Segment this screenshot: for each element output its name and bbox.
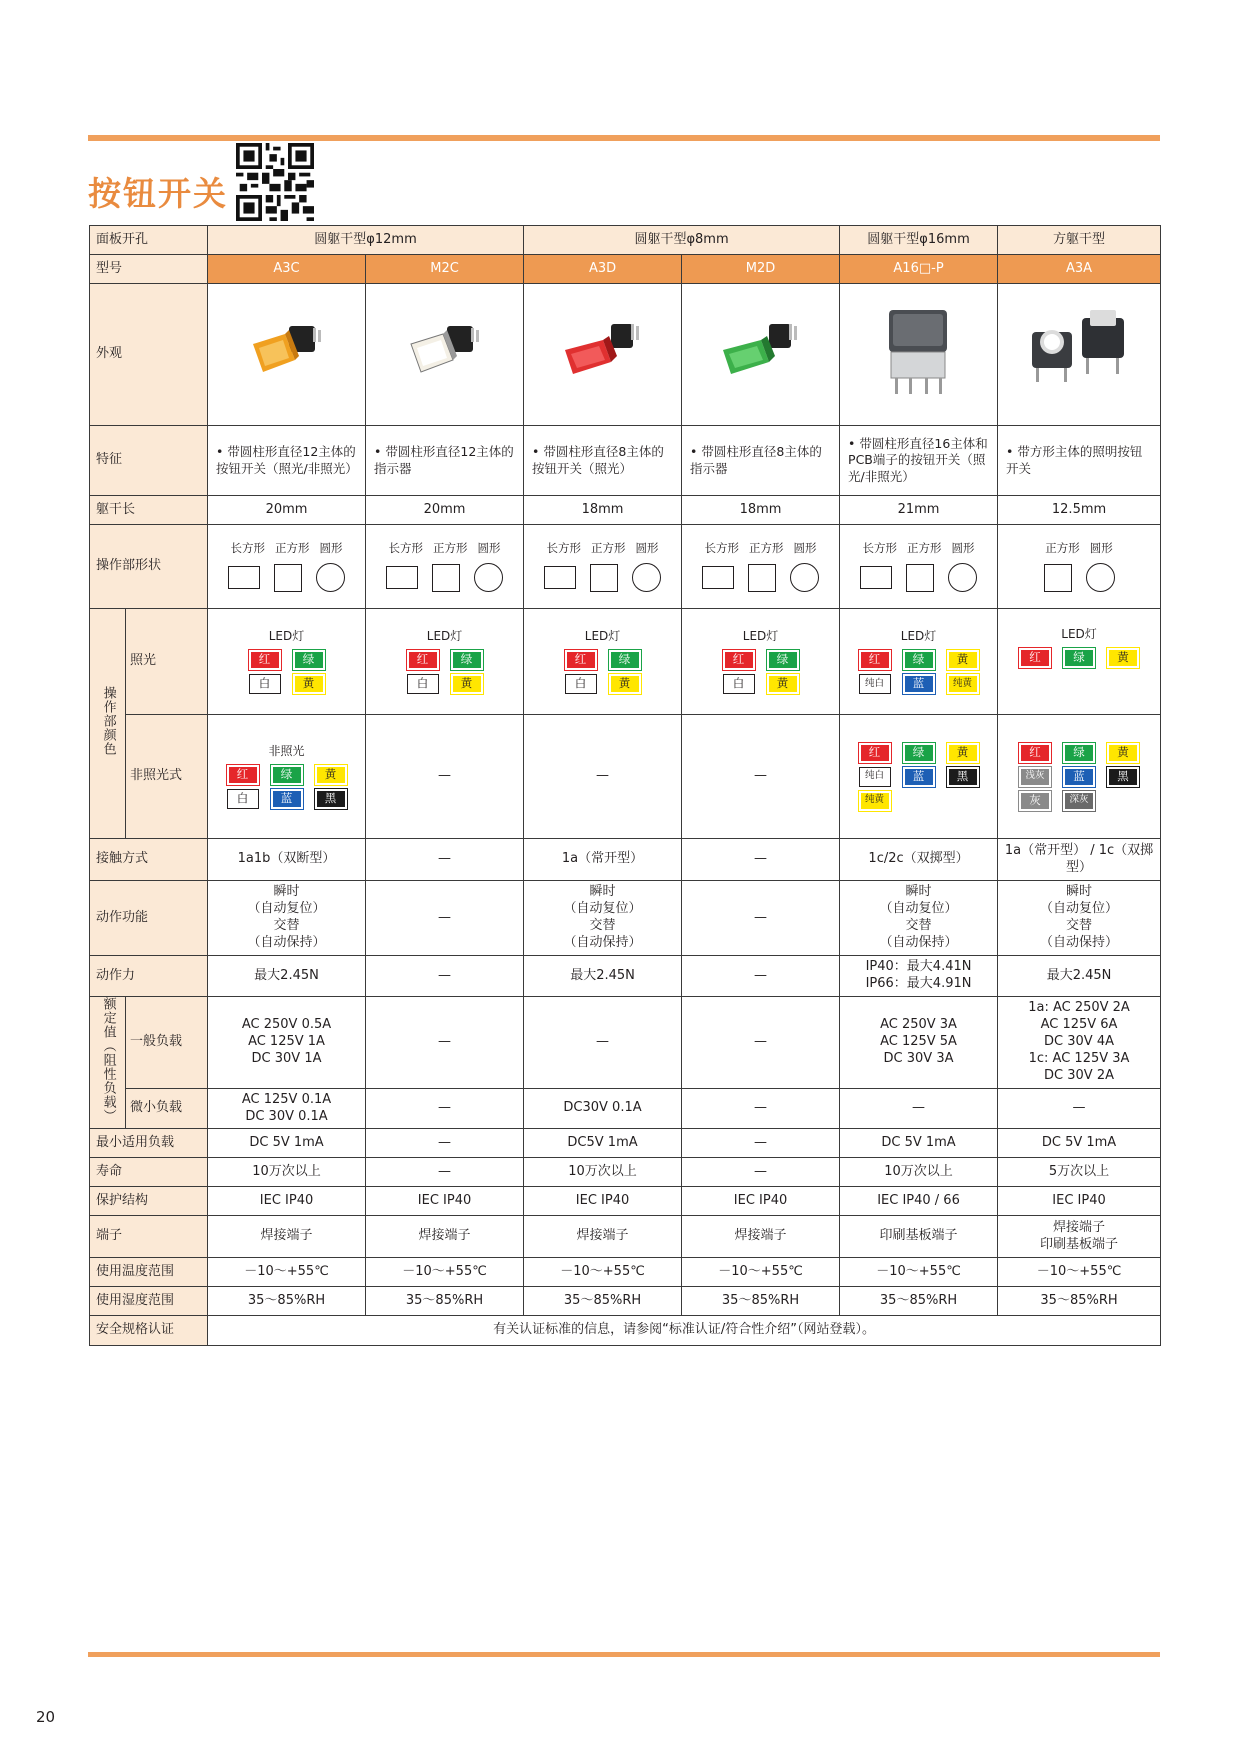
- led-caption: LED灯: [742, 629, 779, 644]
- shape-label-circle: 圆形: [319, 540, 343, 555]
- row-life: [90, 1158, 1161, 1187]
- micro-load-m2d: —: [682, 1089, 840, 1129]
- terminal-m2d: 焊接端子: [682, 1216, 840, 1258]
- min-load-a3a: DC 5V 1mA: [998, 1129, 1161, 1158]
- label-min-load: 最小适用负载: [90, 1129, 208, 1158]
- life-a3c: 10万次以上: [208, 1158, 366, 1187]
- shape-label-rect: 长方形: [862, 540, 898, 555]
- circle-shape-icon: [316, 563, 345, 592]
- nonillum-m2c: —: [366, 715, 524, 839]
- row-general-load: [90, 997, 1161, 1089]
- general-load-a16p: AC 250V 3A AC 125V 5A DC 30V 3A: [840, 997, 998, 1089]
- row-model: [90, 255, 1161, 284]
- group-12mm: 圆躯干型φ12mm: [208, 226, 524, 255]
- shape-label-rect: 长方形: [704, 540, 740, 555]
- label-bezel: 躯干长: [90, 496, 208, 525]
- image-m2d: [682, 284, 840, 426]
- force-m2d: —: [682, 956, 840, 997]
- shape-label-square: 正方形: [749, 540, 784, 555]
- label-action: 动作功能: [90, 881, 208, 956]
- color-chip-white: 白: [723, 674, 755, 694]
- model-m2d[interactable]: M2D: [682, 255, 840, 284]
- label-model: 型号: [90, 255, 208, 284]
- temp-m2c: －10～+55℃: [366, 1258, 524, 1287]
- protection-a16p: IEC IP40 / 66: [840, 1187, 998, 1216]
- terminal-a3d: 焊接端子: [524, 1216, 682, 1258]
- color-chip-white: 白: [407, 674, 439, 694]
- shape-label-rect: 长方形: [546, 540, 582, 555]
- illum-a3d: [524, 609, 682, 715]
- label-temp: 使用温度范围: [90, 1258, 208, 1287]
- humidity-a16p: 35～85%RH: [840, 1287, 998, 1316]
- temp-a16p: －10～+55℃: [840, 1258, 998, 1287]
- micro-load-a3c: AC 125V 0.1A DC 30V 0.1A: [208, 1089, 366, 1129]
- rect-shape-icon: [544, 566, 576, 589]
- led-caption: LED灯: [426, 629, 463, 644]
- protection-a3d: IEC IP40: [524, 1187, 682, 1216]
- image-a16p: [840, 284, 998, 426]
- label-protection: 保护结构: [90, 1187, 208, 1216]
- illum-a3a: [998, 609, 1161, 715]
- rect-shape-icon: [860, 566, 892, 589]
- force-a3c: 最大2.45N: [208, 956, 366, 997]
- label-safety: 安全规格认证: [90, 1316, 208, 1346]
- min-load-a16p: DC 5V 1mA: [840, 1129, 998, 1158]
- color-chip-green: 绿: [271, 765, 303, 785]
- bottom-rule: [88, 1652, 1160, 1657]
- color-chip-green: 绿: [1063, 648, 1095, 668]
- protection-a3c: IEC IP40: [208, 1187, 366, 1216]
- nonillum-a3c: [208, 715, 366, 839]
- square-shape-icon: [274, 564, 302, 592]
- color-chip-blue: 蓝: [903, 674, 935, 694]
- color-chip-blue: 蓝: [903, 767, 935, 787]
- humidity-m2d: 35～85%RH: [682, 1287, 840, 1316]
- color-chip-gray: 灰: [1019, 791, 1051, 811]
- force-m2c: —: [366, 956, 524, 997]
- min-load-m2c: —: [366, 1129, 524, 1158]
- illum-a3c: [208, 609, 366, 715]
- color-chip-pure-white: 纯白: [859, 674, 891, 694]
- bezel-a3a: 12.5mm: [998, 496, 1161, 525]
- contact-a3c: 1a1b（双断型）: [208, 839, 366, 881]
- label-appearance: 外观: [90, 284, 208, 426]
- page-number: 20: [36, 1708, 56, 1726]
- image-a3a: [998, 284, 1161, 426]
- row-panel-hole: [90, 226, 1161, 255]
- square-shape-icon: [906, 564, 934, 592]
- color-chip-yellow: 黄: [293, 674, 325, 694]
- terminal-a3c: 焊接端子: [208, 1216, 366, 1258]
- model-m2c[interactable]: M2C: [366, 255, 524, 284]
- color-chip-red: 红: [723, 650, 755, 670]
- nonillum-a16p: [840, 715, 998, 839]
- general-load-m2d: —: [682, 997, 840, 1089]
- micro-load-a3a: —: [998, 1089, 1161, 1129]
- color-chip-red: 红: [859, 650, 891, 670]
- shapes-a3a: [998, 525, 1161, 609]
- shape-label-square: 正方形: [275, 540, 310, 555]
- row-bezel: [90, 496, 1161, 525]
- feature-a3a: • 带方形主体的照明按钮开关: [998, 426, 1161, 496]
- color-chip-black: 黑: [1107, 767, 1139, 787]
- color-chip-white: 白: [249, 674, 281, 694]
- feature-a3d: • 带圆柱形直径8主体的按钮开关（照光）: [524, 426, 682, 496]
- color-chip-green: 绿: [609, 650, 641, 670]
- bezel-m2c: 20mm: [366, 496, 524, 525]
- switch-m2c-icon: [395, 312, 495, 392]
- shapes-a3d: [524, 525, 682, 609]
- model-a3c[interactable]: A3C: [208, 255, 366, 284]
- label-general-load: 一般负载: [126, 997, 208, 1089]
- action-a3c: 瞬时 （自动复位） 交替 （自动保持）: [208, 881, 366, 956]
- row-min-load: [90, 1129, 1161, 1158]
- feature-m2d: • 带圆柱形直径8主体的指示器: [682, 426, 840, 496]
- square-shape-icon: [1044, 564, 1072, 592]
- illum-a16p: [840, 609, 998, 715]
- row-safety: [90, 1316, 1161, 1346]
- color-chip-green: 绿: [903, 743, 935, 763]
- feature-m2c: • 带圆柱形直径12主体的指示器: [366, 426, 524, 496]
- label-features: 特征: [90, 426, 208, 496]
- row-protection: [90, 1187, 1161, 1216]
- humidity-m2c: 35～85%RH: [366, 1287, 524, 1316]
- label-humidity: 使用湿度范围: [90, 1287, 208, 1316]
- micro-load-a16p: —: [840, 1089, 998, 1129]
- shape-label-square: 正方形: [591, 540, 626, 555]
- color-chip-light-gray: 浅灰: [1019, 767, 1051, 787]
- model-a3d[interactable]: A3D: [524, 255, 682, 284]
- label-life: 寿命: [90, 1158, 208, 1187]
- color-chip-blue: 蓝: [271, 789, 303, 809]
- square-shape-icon: [432, 564, 460, 592]
- label-micro-load: 微小负载: [126, 1089, 208, 1129]
- color-chip-red: 红: [565, 650, 597, 670]
- row-force: [90, 956, 1161, 997]
- bezel-m2d: 18mm: [682, 496, 840, 525]
- square-shape-icon: [748, 564, 776, 592]
- terminal-a16p: 印刷基板端子: [840, 1216, 998, 1258]
- switch-a3d-icon: [553, 312, 653, 392]
- label-op-shape: 操作部形状: [90, 525, 208, 609]
- row-humidity: [90, 1287, 1161, 1316]
- shape-label-square: 正方形: [907, 540, 942, 555]
- color-chip-yellow: 黄: [1107, 743, 1139, 763]
- color-chip-red: 红: [227, 765, 259, 785]
- bezel-a3d: 18mm: [524, 496, 682, 525]
- rect-shape-icon: [228, 566, 260, 589]
- action-m2d: —: [682, 881, 840, 956]
- color-chip-red: 红: [407, 650, 439, 670]
- color-chip-black: 黑: [947, 767, 979, 787]
- group-square: 方躯干型: [998, 226, 1161, 255]
- row-illuminated: [90, 609, 1161, 715]
- color-chip-red: 红: [859, 743, 891, 763]
- color-chip-green: 绿: [767, 650, 799, 670]
- group-8mm: 圆躯干型φ8mm: [524, 226, 840, 255]
- shapes-a3c: [208, 525, 366, 609]
- feature-a3c: • 带圆柱形直径12主体的按钮开关（照光/非照光）: [208, 426, 366, 496]
- top-rule: [88, 135, 1160, 141]
- image-a3d: [524, 284, 682, 426]
- life-a3a: 5万次以上: [998, 1158, 1161, 1187]
- nonillum-caption: 非照光: [268, 744, 305, 759]
- row-terminal: [90, 1216, 1161, 1258]
- circle-shape-icon: [474, 563, 503, 592]
- shapes-m2d: [682, 525, 840, 609]
- force-a16p: IP40：最大4.41N IP66：最大4.91N: [840, 956, 998, 997]
- circle-shape-icon: [1086, 563, 1115, 592]
- shape-label-circle: 圆形: [477, 540, 501, 555]
- page-title: 按钮开关: [88, 174, 228, 213]
- life-m2c: —: [366, 1158, 524, 1187]
- row-appearance: [90, 284, 1161, 426]
- color-chip-green: 绿: [903, 650, 935, 670]
- shape-label-square: 正方形: [433, 540, 468, 555]
- feature-a16p: • 带圆柱形直径16主体和PCB端子的按钮开关（照光/非照光）: [840, 426, 998, 496]
- nonillum-a3a: [998, 715, 1161, 839]
- label-rating: 额定值（阻性负载）: [90, 997, 126, 1129]
- shape-label-circle: 圆形: [793, 540, 817, 555]
- micro-load-m2c: —: [366, 1089, 524, 1129]
- color-chip-pure-yellow: 纯黄: [859, 791, 891, 811]
- protection-m2c: IEC IP40: [366, 1187, 524, 1216]
- led-caption: LED灯: [268, 629, 305, 644]
- label-illuminated: 照光: [126, 609, 208, 715]
- shape-label-circle: 圆形: [635, 540, 659, 555]
- label-terminal: 端子: [90, 1216, 208, 1258]
- shape-label-rect: 长方形: [230, 540, 266, 555]
- shape-label-circle: 圆形: [951, 540, 975, 555]
- life-a3d: 10万次以上: [524, 1158, 682, 1187]
- contact-a3d: 1a（常开型）: [524, 839, 682, 881]
- shapes-m2c: [366, 525, 524, 609]
- force-a3a: 最大2.45N: [998, 956, 1161, 997]
- rect-shape-icon: [386, 566, 418, 589]
- label-panel-hole: 面板开孔: [90, 226, 208, 255]
- square-shape-icon: [590, 564, 618, 592]
- color-chip-white: 白: [227, 789, 259, 809]
- label-non-illuminated: 非照光式: [126, 715, 208, 839]
- row-op-shape: [90, 525, 1161, 609]
- led-caption: LED灯: [584, 629, 621, 644]
- bezel-a16p: 21mm: [840, 496, 998, 525]
- general-load-a3c: AC 250V 0.5A AC 125V 1A DC 30V 1A: [208, 997, 366, 1089]
- general-load-m2c: —: [366, 997, 524, 1089]
- general-load-a3d: —: [524, 997, 682, 1089]
- image-a3c: [208, 284, 366, 426]
- shapes-a16p: [840, 525, 998, 609]
- color-chip-yellow: 黄: [609, 674, 641, 694]
- action-a3d: 瞬时 （自动复位） 交替 （自动保持）: [524, 881, 682, 956]
- color-chip-yellow: 黄: [947, 650, 979, 670]
- row-features: [90, 426, 1161, 496]
- terminal-a3a: 焊接端子 印刷基板端子: [998, 1216, 1161, 1258]
- group-16mm: 圆躯干型φ16mm: [840, 226, 998, 255]
- force-a3d: 最大2.45N: [524, 956, 682, 997]
- illum-m2c: [366, 609, 524, 715]
- color-chip-green: 绿: [293, 650, 325, 670]
- min-load-a3d: DC5V 1mA: [524, 1129, 682, 1158]
- color-chip-red: 红: [1019, 648, 1051, 668]
- image-m2c: [366, 284, 524, 426]
- led-caption: LED灯: [1061, 627, 1097, 641]
- color-chip-yellow: 黄: [947, 743, 979, 763]
- protection-m2d: IEC IP40: [682, 1187, 840, 1216]
- color-chip-white: 白: [565, 674, 597, 694]
- action-a16p: 瞬时 （自动复位） 交替 （自动保持）: [840, 881, 998, 956]
- row-non-illuminated: [90, 715, 1161, 839]
- micro-load-a3d: DC30V 0.1A: [524, 1089, 682, 1129]
- protection-a3a: IEC IP40: [998, 1187, 1161, 1216]
- terminal-m2c: 焊接端子: [366, 1216, 524, 1258]
- contact-a16p: 1c/2c（双掷型）: [840, 839, 998, 881]
- humidity-a3c: 35～85%RH: [208, 1287, 366, 1316]
- contact-m2c: —: [366, 839, 524, 881]
- temp-a3c: －10～+55℃: [208, 1258, 366, 1287]
- model-a3a[interactable]: A3A: [998, 255, 1161, 284]
- min-load-m2d: —: [682, 1129, 840, 1158]
- color-chip-green: 绿: [1063, 743, 1095, 763]
- rect-shape-icon: [702, 566, 734, 589]
- row-contact: [90, 839, 1161, 881]
- color-chip-yellow: 黄: [1107, 648, 1139, 668]
- temp-a3a: －10～+55℃: [998, 1258, 1161, 1287]
- label-force: 动作力: [90, 956, 208, 997]
- life-m2d: —: [682, 1158, 840, 1187]
- action-m2c: —: [366, 881, 524, 956]
- color-chip-dark-gray: 深灰: [1063, 791, 1095, 811]
- min-load-a3c: DC 5V 1mA: [208, 1129, 366, 1158]
- color-chip-yellow: 黄: [451, 674, 483, 694]
- color-chip-red: 红: [249, 650, 281, 670]
- shape-label-rect: 长方形: [388, 540, 424, 555]
- color-chip-pure-white: 纯白: [859, 767, 891, 787]
- humidity-a3d: 35～85%RH: [524, 1287, 682, 1316]
- spec-table: [89, 225, 1161, 1346]
- color-chip-pure-yellow: 纯黄: [947, 674, 979, 694]
- color-chip-red: 红: [1019, 743, 1051, 763]
- temp-m2d: －10～+55℃: [682, 1258, 840, 1287]
- switch-a3a-icon: [1024, 302, 1134, 402]
- action-a3a: 瞬时 （自动复位） 交替 （自动保持）: [998, 881, 1161, 956]
- color-chip-yellow: 黄: [315, 765, 347, 785]
- humidity-a3a: 35～85%RH: [998, 1287, 1161, 1316]
- color-chip-blue: 蓝: [1063, 767, 1095, 787]
- circle-shape-icon: [632, 563, 661, 592]
- nonillum-m2d: —: [682, 715, 840, 839]
- switch-a3c-icon: [237, 312, 337, 392]
- shape-label-circle: 圆形: [1089, 540, 1113, 555]
- contact-m2d: —: [682, 839, 840, 881]
- row-micro-load: [90, 1089, 1161, 1129]
- row-temp: [90, 1258, 1161, 1287]
- color-chip-green: 绿: [451, 650, 483, 670]
- led-caption: LED灯: [900, 629, 937, 644]
- switch-m2d-icon: [711, 312, 811, 392]
- safety-note: 有关认证标准的信息，请参阅“标准认证/符合性介绍”（网站登载）。: [208, 1316, 1161, 1346]
- model-a16p[interactable]: A16□-P: [840, 255, 998, 284]
- switch-a16p-icon: [869, 302, 969, 402]
- label-contact: 接触方式: [90, 839, 208, 881]
- label-op-color: 操作部颜色: [90, 609, 126, 839]
- circle-shape-icon: [790, 563, 819, 592]
- illum-m2d: [682, 609, 840, 715]
- shape-label-square: 正方形: [1045, 540, 1080, 555]
- temp-a3d: －10～+55℃: [524, 1258, 682, 1287]
- nonillum-a3d: —: [524, 715, 682, 839]
- bezel-a3c: 20mm: [208, 496, 366, 525]
- general-load-a3a: 1a: AC 250V 2A AC 125V 6A DC 30V 4A 1c: AC 125V 3A DC 30V 2A: [998, 997, 1161, 1089]
- life-a16p: 10万次以上: [840, 1158, 998, 1187]
- row-action: [90, 881, 1161, 956]
- contact-a3a: 1a（常开型） / 1c（双掷型）: [998, 839, 1161, 881]
- circle-shape-icon: [948, 563, 977, 592]
- qr-code-icon[interactable]: [236, 143, 314, 221]
- color-chip-yellow: 黄: [767, 674, 799, 694]
- color-chip-black: 黑: [315, 789, 347, 809]
